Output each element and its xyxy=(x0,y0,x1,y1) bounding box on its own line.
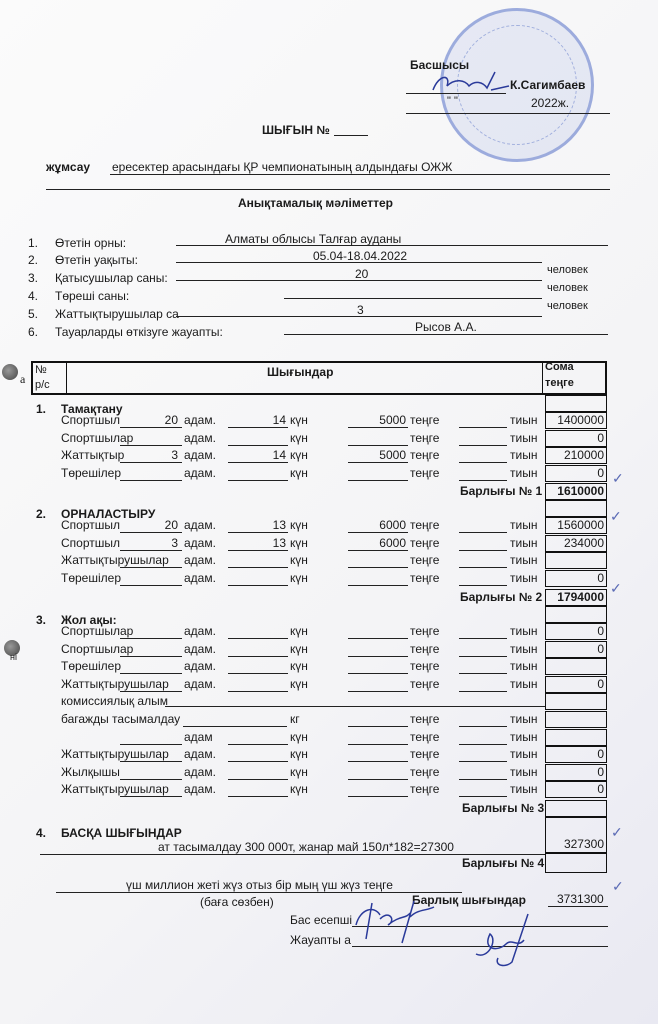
info-unit: человек xyxy=(547,282,588,294)
tenge-unit: теңге xyxy=(410,624,440,638)
people-unit: адам. xyxy=(184,659,216,674)
row-label: Жаттықтырушылар xyxy=(61,676,169,691)
people-unit: адам. xyxy=(184,676,216,691)
section-total-label: Барлығы № 2 xyxy=(460,590,543,604)
row-sum: 0 xyxy=(545,465,607,482)
days-unit: күн xyxy=(290,782,308,797)
tiyn-unit: тиын xyxy=(510,712,538,726)
section-total-label: Барлығы № 4 xyxy=(462,856,545,870)
people-field[interactable] xyxy=(120,480,182,481)
tenge-unit: теңге xyxy=(410,782,440,797)
days-field[interactable] xyxy=(228,532,288,533)
people-field[interactable] xyxy=(120,585,182,586)
tenge-unit: теңге xyxy=(410,676,440,691)
amount-words-line xyxy=(56,892,462,893)
expense-table-header xyxy=(31,361,607,395)
commission-field[interactable] xyxy=(165,706,545,707)
tenge-unit: теңге xyxy=(410,659,440,674)
tiyn-unit: тиын xyxy=(510,518,538,532)
sum-cell-blank xyxy=(545,606,607,623)
people-unit: адам. xyxy=(184,782,216,797)
purpose-value[interactable]: ересектер арасындағы ҚР чемпионатының алдындағы ОЖЖ xyxy=(112,160,453,174)
days-field[interactable] xyxy=(228,744,288,745)
days-unit: күн xyxy=(290,570,308,585)
days-unit: күн xyxy=(290,729,308,744)
people-field[interactable] xyxy=(120,445,182,446)
people-unit: адам. xyxy=(184,518,216,532)
people-field[interactable] xyxy=(120,427,182,428)
row-sum xyxy=(545,729,607,746)
tiyn-unit: тиын xyxy=(510,465,538,480)
tiyn-unit: тиын xyxy=(510,747,538,762)
tenge-field[interactable] xyxy=(348,585,408,586)
purpose-label: жұмсау xyxy=(46,160,91,174)
check-mark-icon: ✓ xyxy=(610,508,622,524)
days-field[interactable] xyxy=(228,673,288,674)
tenge-unit: теңге xyxy=(410,465,440,480)
people-unit: адам. xyxy=(184,535,216,550)
tiyn-unit: тиын xyxy=(510,430,538,445)
info-label: Қатысушылар саны: xyxy=(55,271,168,285)
tiyn-field[interactable] xyxy=(459,550,507,551)
days-unit: күн xyxy=(290,659,308,674)
sum-cell xyxy=(545,817,607,853)
people-unit: адам. xyxy=(184,465,216,480)
row-sum: 210000 xyxy=(545,447,607,464)
row-label: багажды тасымалдау xyxy=(61,712,181,726)
tiyn-unit: тиын xyxy=(510,764,538,779)
tiyn-unit: тиын xyxy=(510,782,538,797)
header-expenses: Шығындар xyxy=(267,365,334,379)
tiyn-field[interactable] xyxy=(459,480,507,481)
referees-field[interactable] xyxy=(284,298,542,299)
row-sum: 1560000 xyxy=(545,517,607,534)
tenge-unit: теңге xyxy=(410,764,440,779)
row-sum xyxy=(545,552,607,569)
chief-accountant-signature xyxy=(350,895,440,950)
section-total-value xyxy=(545,800,607,817)
people-unit: адам. xyxy=(184,570,216,585)
tiyn-field[interactable] xyxy=(459,585,507,586)
row-sum: 0 xyxy=(545,746,607,763)
row-sum xyxy=(545,658,607,675)
info-label: Тауарларды өткізуге жауапты: xyxy=(55,325,223,339)
tiyn-unit: тиын xyxy=(510,570,538,585)
people-field[interactable] xyxy=(120,691,182,692)
tenge-value: 5000 xyxy=(379,413,406,427)
tiyn-unit: тиын xyxy=(510,659,538,674)
tenge-unit: теңге xyxy=(410,448,440,463)
row-label: Төрешілер xyxy=(61,570,121,585)
people-field[interactable] xyxy=(120,532,182,533)
info-num: 5. xyxy=(28,307,39,321)
baggage-kg-field[interactable] xyxy=(183,726,287,727)
tenge-field[interactable] xyxy=(348,462,408,463)
tiyn-field[interactable] xyxy=(459,796,507,797)
row-sum: 0 xyxy=(545,641,607,658)
tenge-unit: теңге xyxy=(410,641,440,656)
people-field[interactable] xyxy=(120,567,182,568)
check-mark-icon: ✓ xyxy=(612,470,624,486)
head-name: К.Сагимбаев xyxy=(510,78,586,92)
approval-year: 2022ж. xyxy=(531,96,570,110)
tenge-field[interactable] xyxy=(348,445,408,446)
tiyn-unit: тиын xyxy=(510,553,538,568)
people-unit: адам. xyxy=(184,641,216,656)
margin-mark: ні xyxy=(10,652,17,662)
row-sum xyxy=(545,693,607,710)
people-field[interactable] xyxy=(120,638,182,639)
info-line xyxy=(176,262,542,263)
chief-accountant-label: Бас есепші xyxy=(290,913,353,927)
tenge-field[interactable] xyxy=(348,656,408,657)
tiyn-field[interactable] xyxy=(459,532,507,533)
tiyn-field[interactable] xyxy=(459,638,507,639)
header-sum-cell xyxy=(542,363,605,393)
row-label: Спортшыл xyxy=(61,518,120,532)
section-title: Тамақтану xyxy=(61,402,123,416)
tiyn-field[interactable] xyxy=(459,656,507,657)
days-unit: күн xyxy=(290,448,308,463)
days-unit: күн xyxy=(290,747,308,762)
tiyn-unit: тиын xyxy=(510,624,538,638)
days-field[interactable] xyxy=(228,638,288,639)
tenge-value: 6000 xyxy=(379,535,406,550)
row-sum: 0 xyxy=(545,570,607,587)
venue-value[interactable]: Алматы облысы Талғар ауданы xyxy=(225,232,402,246)
people-field[interactable] xyxy=(120,550,182,551)
tiyn-unit: тиын xyxy=(510,413,538,427)
section-total-value: 1794000 xyxy=(545,589,607,606)
tenge-field[interactable] xyxy=(348,638,408,639)
info-label: Төреші саны: xyxy=(55,289,130,303)
tiyn-unit: тиын xyxy=(510,448,538,463)
reference-heading: Анықтамалық мәліметтер xyxy=(238,196,393,210)
info-num: 6. xyxy=(28,325,39,339)
kg-unit: кг xyxy=(290,712,300,726)
days-field[interactable] xyxy=(228,691,288,692)
people-unit: адам. xyxy=(184,764,216,779)
days-field[interactable] xyxy=(228,779,288,780)
info-label: Өтетін уақыты: xyxy=(55,253,138,267)
tiyn-unit: тиын xyxy=(510,641,538,656)
purpose-line-2 xyxy=(46,189,610,190)
tiyn-field[interactable] xyxy=(459,445,507,446)
info-line xyxy=(284,334,608,335)
tenge-field[interactable] xyxy=(348,673,408,674)
tiyn-field[interactable] xyxy=(459,744,507,745)
responsible-label: Жауапты а xyxy=(290,933,351,947)
amount-in-words[interactable]: үш миллион жеті жүз отыз бір мың үш жүз теңге xyxy=(126,878,393,892)
purpose-line xyxy=(110,174,610,175)
grand-total-label: Барлық шығындар xyxy=(412,893,526,907)
days-unit: күн xyxy=(290,413,308,427)
people-field[interactable] xyxy=(120,656,182,657)
people-unit: адам. xyxy=(184,553,216,568)
document-number-field[interactable] xyxy=(334,135,368,136)
info-line xyxy=(176,280,542,281)
section-title: ОРНАЛАСТЫРУ xyxy=(61,507,156,521)
tenge-field[interactable] xyxy=(348,427,408,428)
people-unit: адам. xyxy=(184,747,216,762)
days-field[interactable] xyxy=(228,796,288,797)
tiyn-field[interactable] xyxy=(459,567,507,568)
tiyn-field[interactable] xyxy=(459,761,507,762)
people-value: 20 xyxy=(164,518,178,532)
grand-total-value: 3731300 xyxy=(557,892,604,906)
header-num-1: № xyxy=(35,364,47,376)
tenge-unit: теңге xyxy=(410,518,440,532)
tenge-field[interactable] xyxy=(348,796,408,797)
header-sum-2: теңге xyxy=(545,377,574,389)
people-field[interactable] xyxy=(120,761,182,762)
row-label: Спортшылар xyxy=(61,624,134,638)
section-title: Жол ақы: xyxy=(61,613,117,627)
section-num: 4. xyxy=(36,826,47,840)
section-num: 2. xyxy=(36,507,47,521)
days-field[interactable] xyxy=(228,656,288,657)
days-unit: күн xyxy=(290,553,308,568)
people-unit: адам. xyxy=(184,430,216,445)
date-line xyxy=(406,113,610,114)
header-sum-1: Сома xyxy=(545,361,574,373)
tiyn-field[interactable] xyxy=(459,691,507,692)
check-mark-icon: ✓ xyxy=(610,580,622,596)
people-value: 3 xyxy=(171,448,178,463)
tenge-unit: теңге xyxy=(410,430,440,445)
tenge-unit: теңге xyxy=(410,712,440,726)
days-field[interactable] xyxy=(228,462,288,463)
section-title: БАСҚА ШЫҒЫНДАР xyxy=(61,826,182,840)
people-unit: адам xyxy=(184,729,213,744)
row-label: Жаттықтыр xyxy=(61,448,125,463)
tenge-unit: теңге xyxy=(410,570,440,585)
responsible-value[interactable]: Рысов А.А. xyxy=(415,320,477,334)
document-title: ШЫҒЫН № xyxy=(262,123,330,137)
tenge-field[interactable] xyxy=(348,567,408,568)
margin-mark: а xyxy=(20,372,26,386)
tenge-unit: теңге xyxy=(410,413,440,427)
tiyn-field[interactable] xyxy=(459,726,507,727)
row-sum: 234000 xyxy=(545,535,607,552)
days-value: 14 xyxy=(272,413,286,427)
row-label: Спортшылар xyxy=(61,430,134,445)
people-unit: адам. xyxy=(184,413,216,427)
info-line xyxy=(176,245,608,246)
row-sum: 0 xyxy=(545,781,607,798)
people-unit: адам. xyxy=(184,448,216,463)
punch-hole-icon xyxy=(2,364,18,380)
days-unit: күн xyxy=(290,764,308,779)
tiyn-field[interactable] xyxy=(459,427,507,428)
tenge-field[interactable] xyxy=(348,779,408,780)
days-field[interactable] xyxy=(228,567,288,568)
tenge-value: 5000 xyxy=(379,448,406,463)
row-label: Спортшыл xyxy=(61,413,120,427)
days-field[interactable] xyxy=(228,761,288,762)
days-value: 13 xyxy=(272,518,286,532)
head-sign-line xyxy=(406,93,506,94)
tiyn-unit: тиын xyxy=(510,729,538,744)
row-sum: 0 xyxy=(545,764,607,781)
days-unit: күн xyxy=(290,641,308,656)
section-total-label: Барлығы № 3 xyxy=(462,801,545,815)
days-unit: күн xyxy=(290,676,308,691)
dates-value[interactable]: 05.04-18.04.2022 xyxy=(313,249,408,263)
header-num-2: р/с xyxy=(35,379,50,391)
other-sum-value: 327300 xyxy=(563,837,604,851)
row-label: Жаттықтырушылар xyxy=(61,747,169,762)
head-label: Басшысы xyxy=(410,58,470,72)
check-mark-icon: ✓ xyxy=(611,824,623,840)
date-quotes: " " xyxy=(447,95,458,107)
row-sum: 1400000 xyxy=(545,412,607,429)
sum-cell-blank xyxy=(545,395,607,412)
responsible-signature xyxy=(468,910,558,970)
people-value: 3 xyxy=(171,535,178,550)
coaches-value[interactable]: 3 xyxy=(357,303,364,317)
info-label: Өтетін орны: xyxy=(55,236,127,250)
tenge-unit: теңге xyxy=(410,535,440,550)
people-field[interactable] xyxy=(120,796,182,797)
description-line xyxy=(40,854,545,855)
row-label: Төрешілер xyxy=(61,659,121,674)
row-label: Спортшыл xyxy=(61,535,120,550)
section-num: 3. xyxy=(36,613,47,627)
info-num: 1. xyxy=(28,236,39,250)
tenge-unit: теңге xyxy=(410,553,440,568)
people-value: 20 xyxy=(164,413,178,427)
people-unit: адам. xyxy=(184,624,216,638)
tiyn-unit: тиын xyxy=(510,676,538,691)
sum-cell-blank xyxy=(545,500,607,517)
days-field[interactable] xyxy=(228,480,288,481)
tenge-field[interactable] xyxy=(348,691,408,692)
header-num-cell xyxy=(33,363,67,393)
section-total-value: 1610000 xyxy=(545,483,607,500)
tiyn-field[interactable] xyxy=(459,462,507,463)
days-field[interactable] xyxy=(228,427,288,428)
participants-value[interactable]: 20 xyxy=(355,267,369,281)
grand-total-line xyxy=(548,906,608,907)
row-label: Жаттықтырушылар xyxy=(61,782,169,797)
tenge-field[interactable] xyxy=(348,761,408,762)
row-sum: 0 xyxy=(545,623,607,640)
other-description[interactable]: ат тасымалдау 300 000т, жанар май 150л*182=27300 xyxy=(158,840,454,854)
row-label: Төрешілер xyxy=(61,465,121,480)
info-num: 4. xyxy=(28,289,39,303)
tenge-unit: теңге xyxy=(410,729,440,744)
info-line xyxy=(176,316,542,317)
people-field[interactable] xyxy=(120,462,182,463)
row-sum xyxy=(545,711,607,728)
days-unit: күн xyxy=(290,430,308,445)
tenge-field[interactable] xyxy=(348,480,408,481)
row-label: Жаттықтырушылар xyxy=(61,553,169,568)
info-num: 2. xyxy=(28,253,39,267)
tenge-value: 6000 xyxy=(379,518,406,532)
tenge-field[interactable] xyxy=(348,726,408,727)
row-label: комиссиялық алым xyxy=(61,694,168,709)
people-field[interactable] xyxy=(120,744,182,745)
tiyn-field[interactable] xyxy=(459,779,507,780)
days-unit: күн xyxy=(290,535,308,550)
people-field[interactable] xyxy=(120,779,182,780)
days-field[interactable] xyxy=(228,550,288,551)
tiyn-field[interactable] xyxy=(459,673,507,674)
days-value: 14 xyxy=(272,448,286,463)
check-mark-icon: ✓ xyxy=(612,878,624,894)
section-num: 1. xyxy=(36,402,47,416)
section-total-label: Барлығы № 1 xyxy=(460,484,543,498)
row-sum: 0 xyxy=(545,430,607,447)
amount-words-caption: (баға сөзбен) xyxy=(200,895,274,909)
days-unit: күн xyxy=(290,624,308,638)
row-sum: 0 xyxy=(545,676,607,693)
info-num: 3. xyxy=(28,271,39,285)
tenge-unit: теңге xyxy=(410,747,440,762)
days-field[interactable] xyxy=(228,585,288,586)
people-field[interactable] xyxy=(120,673,182,674)
days-value: 13 xyxy=(272,535,286,550)
row-label: Спортшылар xyxy=(61,641,134,656)
info-unit: человек xyxy=(547,264,588,276)
days-unit: күн xyxy=(290,518,308,532)
section-total-value xyxy=(545,853,607,873)
days-field[interactable] xyxy=(228,445,288,446)
tenge-field[interactable] xyxy=(348,550,408,551)
info-unit: человек xyxy=(547,300,588,312)
days-unit: күн xyxy=(290,465,308,480)
row-label: Жылқышы xyxy=(61,764,120,779)
tiyn-unit: тиын xyxy=(510,535,538,550)
info-label: Жаттықтырушылар са xyxy=(55,307,179,321)
tenge-field[interactable] xyxy=(348,532,408,533)
tenge-field[interactable] xyxy=(348,744,408,745)
